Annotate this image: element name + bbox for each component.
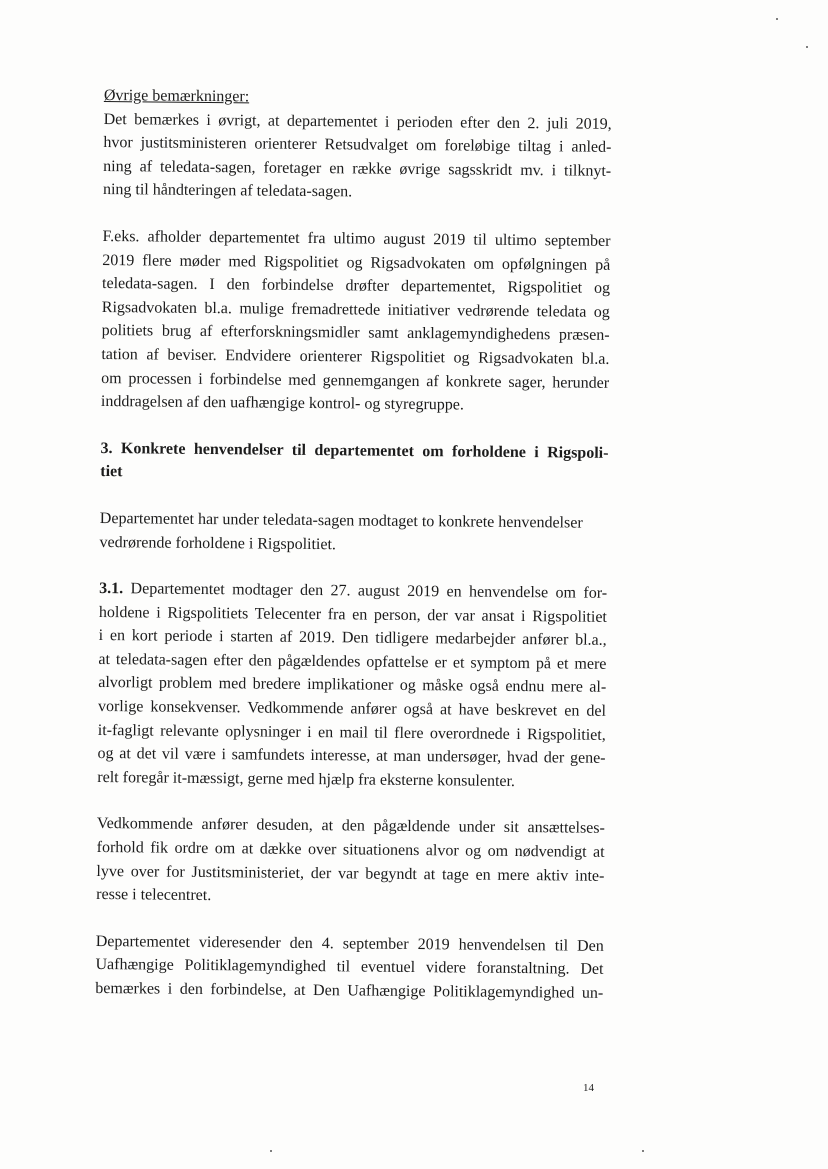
section-3-1-paragraph-3 (95, 930, 604, 1006)
paragraph-line: forhold fik ordre om at dække over situationens alvor og om nødvendigt at (96, 838, 605, 861)
paragraph-line: og at det vil være i samfundets interesse, at man undersøger, hvad der gene- (97, 745, 606, 768)
paragraph-line: Vedkommende anfører desuden, at den pågældende under sit ansættelses- (96, 815, 605, 838)
paragraph-line: Det bemærkes i øvrigt, at departementet i perioden efter den 2. juli 2019, (103, 110, 612, 133)
paragraph-line: hvor justitsministeren orienterer Retsudvalget om foreløbige tiltag i anled- (103, 134, 612, 157)
paragraph-line: inddragelsen af den uafhængige kontrol- og styregruppe. (100, 393, 465, 414)
paragraph-line: relt foregår it-mæssigt, gerne med hjælp fra eksterne konsulenter. (97, 768, 516, 790)
scan-speck (806, 46, 808, 48)
paragraph-line: vorlige konsekvenser. Vedkommende anfører også at have beskrevet en del (97, 698, 607, 720)
paragraph-line: vedrørende forholdene i Rigspolitiet. (99, 533, 337, 553)
remarks-paragraph-2 (101, 225, 611, 419)
paragraph-line: politiets brug af efterforskningsmidler samt anklagemyndighedens præsen- (101, 322, 610, 345)
section-heading-line: 3. Konkrete henvendelser til departementet om forholdene i Rigspoli- (100, 439, 609, 462)
scan-speck (270, 1150, 272, 1152)
paragraph-line: ning til håndteringen af teledata-sagen. (102, 181, 353, 201)
paragraph-line: bemærkes i den forbindelse, at Den Uafhængige Politiklagemyndighed un- (95, 979, 604, 1002)
paragraph-line: resse i telecentret. (96, 886, 212, 905)
section-3-1-paragraph-1 (97, 577, 607, 794)
paragraph-line: om processen i forbindelse med gennemgangen af konkrete sager, herunder (101, 369, 610, 392)
paragraph-line: lyve over for Justitsministeriet, der var begyndt at tage en mere aktiv inte- (96, 862, 605, 885)
section-3-1-paragraph-2 (96, 812, 605, 911)
paragraph-line: Departementet har under teledata-sagen modtaget to konkrete henvendelser (99, 509, 583, 532)
section-heading-line: tiet (100, 463, 123, 481)
paragraph-text: Departementet modtager den 27. august 2019 en henvendelse om for- (123, 580, 608, 602)
paragraph-line: Departementet videresender den 4. september 2019 henvendelsen til Den (95, 932, 604, 955)
paragraph-line: Rigsadvokaten bl.a. mulige fremadrettede initiativer vedrørende teledata og (101, 298, 610, 321)
paragraph-line: ning af teledata-sagen, foretager en række øvrige sagsskridt mv. i tilknyt- (103, 157, 612, 180)
paragraph-line: Uafhængige Politiklagemyndighed til eventuel videre foranstaltning. Det (95, 956, 604, 979)
paragraph-line: alvorligt problem med bredere implikationer og måske også endnu mere al- (98, 674, 607, 697)
section-3-heading (100, 437, 608, 489)
remarks-section (103, 84, 612, 207)
page-number: 14 (583, 1082, 594, 1094)
paragraph-line: tation af beviser. Endvidere orienterer Rigspolitiet og Rigsadvokaten bl.a. (101, 345, 610, 368)
paragraph-line: holdene i Rigspolitiets Telecenter fra en person, der var ansat i Rigspolitiet (98, 603, 607, 626)
paragraph-line: F.eks. afholder departementet fra ultimo august 2019 til ultimo september (102, 227, 611, 250)
section-3-paragraph (99, 507, 607, 559)
scan-speck (642, 1150, 644, 1152)
paragraph-line: it-fagligt relevante oplysninger i en mail til flere overordnede i Rigspolitiet, (97, 721, 606, 744)
paragraph-line: 2019 flere møder med Rigspolitiet og Rigsadvokaten om opfølgningen på (102, 251, 611, 274)
page-body (95, 84, 612, 1028)
remarks-heading: Øvrige bemærkninger: (103, 86, 250, 106)
paragraph-line: at teledata-sagen efter den pågældendes opfattelse er et symptom på et mere (98, 650, 607, 673)
scan-speck (776, 18, 778, 20)
paragraph-line: i en kort periode i starten af 2019. Den tidligere medarbejder anfører bl.a., (98, 627, 607, 650)
subsection-number: 3.1. (99, 580, 124, 598)
paragraph-line: teledata-sagen. I den forbindelse drøfter departementet, Rigspolitiet og (102, 275, 611, 298)
